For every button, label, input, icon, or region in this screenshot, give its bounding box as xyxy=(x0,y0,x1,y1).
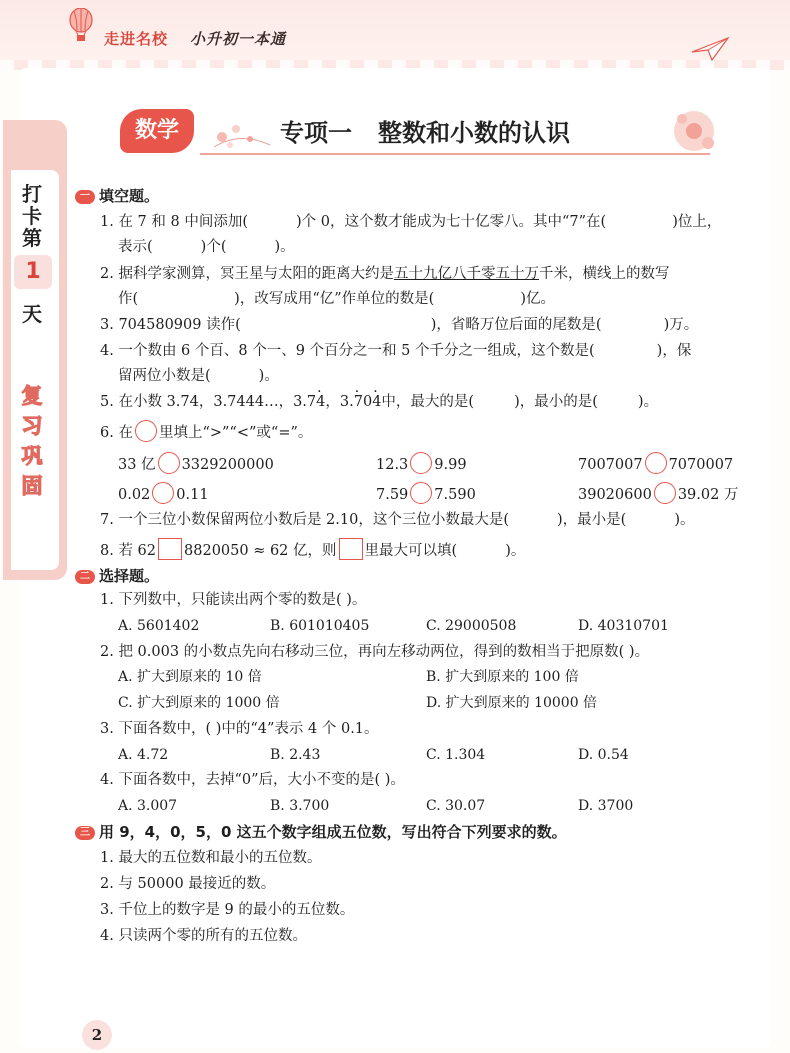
answer-circle[interactable] xyxy=(152,482,174,504)
page-number: 2 xyxy=(82,1020,112,1050)
underlined-text: 五十九亿八千零五十万 xyxy=(393,266,539,282)
answer-circle[interactable] xyxy=(158,452,180,474)
text: 7. 一个三位小数保留两位小数后是 2.10，这个三位小数最大是( xyxy=(100,512,509,528)
section-title: 用 9，4，0，5，0 这五个数字组成五位数，写出符合下列要求的数。 xyxy=(99,823,567,841)
text: )。 xyxy=(274,239,295,255)
compare-item xyxy=(376,452,467,475)
question-line xyxy=(100,212,721,232)
question-line xyxy=(100,341,691,361)
option[interactable]: C. 29000508 xyxy=(426,618,517,634)
text: )。 xyxy=(258,368,279,384)
text: 0.02 xyxy=(118,487,151,503)
text: 8820050 ≈ 62 亿，则 xyxy=(184,543,337,559)
option[interactable]: D. 40310701 xyxy=(578,618,669,634)
option[interactable]: D. 扩大到原来的 10000 倍 xyxy=(426,695,598,711)
question-line xyxy=(100,420,312,443)
text: )。 xyxy=(674,512,695,528)
text: 9.99 xyxy=(434,457,467,473)
option[interactable]: B. 扩大到原来的 100 倍 xyxy=(426,669,579,685)
question-line xyxy=(100,264,669,284)
question-line xyxy=(100,510,695,530)
text: 8. 若 62 xyxy=(100,543,157,559)
hot-air-balloon-icon xyxy=(68,8,94,42)
question-line xyxy=(118,237,295,257)
review-char: 固 xyxy=(21,474,43,498)
sidebar-char: 卡 xyxy=(22,204,42,228)
text: 7.59 xyxy=(376,487,409,503)
section-badge: 一 xyxy=(75,190,95,204)
question-line: 3. 下面各数中，( )中的“4”表示 4 个 0.1。 xyxy=(100,721,379,737)
repeating-digit: · 7 xyxy=(354,394,363,410)
answer-box[interactable] xyxy=(339,538,363,560)
review-char: 巩 xyxy=(21,444,43,468)
text: )，保 xyxy=(656,343,692,359)
question-line xyxy=(100,315,698,335)
answer-circle[interactable] xyxy=(645,452,667,474)
text: )。 xyxy=(505,543,526,559)
text: 39020600 xyxy=(578,487,652,503)
text: )，省略万位后面的尾数是( xyxy=(430,317,602,333)
list-item: 4. 只读两个零的所有的五位数。 xyxy=(100,928,307,944)
review-char: 习 xyxy=(21,414,43,438)
text: 中，最大的是( xyxy=(381,394,475,410)
text: 1. 在 7 和 8 中间添加( xyxy=(100,214,248,230)
text: )位上， xyxy=(672,214,722,230)
text: 7070007 xyxy=(668,457,734,473)
topic-title xyxy=(280,113,570,148)
answer-circle[interactable] xyxy=(410,452,432,474)
text: )万。 xyxy=(663,317,699,333)
question-line xyxy=(100,538,525,561)
question-line xyxy=(118,289,555,309)
text: 33 亿 xyxy=(118,457,156,473)
day-number: 1 xyxy=(14,255,52,289)
review-char: 复 xyxy=(21,384,43,408)
section-heading xyxy=(75,186,159,206)
option[interactable]: C. 扩大到原来的 1000 倍 xyxy=(118,695,280,711)
text: 千米，横线上的数写 xyxy=(538,266,670,282)
option[interactable]: D. 3700 xyxy=(578,798,634,814)
repeating-digit: · 4 xyxy=(316,394,325,410)
list-item: 1. 最大的五位数和最小的五位数。 xyxy=(100,850,322,866)
text: 作( xyxy=(118,291,139,307)
answer-box[interactable] xyxy=(158,538,182,560)
option[interactable]: A. 4.72 xyxy=(118,747,169,763)
text: )个 0，这个数才能成为七十亿零八。其中“7”在( xyxy=(296,214,607,230)
subject-tag: 数学 xyxy=(120,109,194,153)
option[interactable]: A. 3.007 xyxy=(118,798,178,814)
text: 表示( xyxy=(118,239,153,255)
compare-item xyxy=(578,452,733,475)
text: )，最小的是( xyxy=(514,394,598,410)
option[interactable]: B. 2.43 xyxy=(270,747,321,763)
text: 6. 在 xyxy=(100,425,133,441)
text: 3329200000 xyxy=(181,457,274,473)
text: 里最大可以填( xyxy=(364,543,458,559)
compare-item xyxy=(578,482,738,505)
text: 3. 704580909 读作( xyxy=(100,317,241,333)
text: )亿。 xyxy=(520,291,555,307)
option[interactable]: A. 扩大到原来的 10 倍 xyxy=(118,669,262,685)
text: ，3. xyxy=(325,394,354,410)
question-line xyxy=(100,392,658,412)
text: )个( xyxy=(200,239,227,255)
repeating-digit: · 4 xyxy=(372,394,381,410)
text: 7.590 xyxy=(434,487,476,503)
text: 4. 一个数由 6 个百、8 个一、9 个百分之一和 5 个千分之一组成，这个数是( xyxy=(100,343,595,359)
section-title: 选择题。 xyxy=(99,567,160,585)
text: 里填上“>”“<”或“=”。 xyxy=(158,425,313,441)
option[interactable]: B. 3.700 xyxy=(270,798,330,814)
text: 0 xyxy=(362,394,373,410)
day-suffix: 天 xyxy=(22,302,42,326)
option[interactable]: C. 1.304 xyxy=(426,747,486,763)
text: 0.11 xyxy=(176,487,209,503)
question-line: 1. 下列数中，只能读出两个零的数是( )。 xyxy=(100,592,367,608)
flower-corner-icon xyxy=(664,105,720,157)
series-subtitle: 小升初一本通 xyxy=(190,30,287,48)
text: )，改写成用“亿”作单位的数是( xyxy=(234,291,435,307)
question-line: 4. 下面各数中，去掉“0”后，大小不变的是( )。 xyxy=(100,772,405,788)
text: 7007007 xyxy=(578,457,643,473)
section-badge: 二 xyxy=(75,570,95,584)
list-item: 3. 千位上的数字是 9 的最小的五位数。 xyxy=(100,902,355,918)
question-line xyxy=(118,366,279,386)
section-heading xyxy=(75,566,159,586)
option[interactable]: B. 601010405 xyxy=(270,618,370,634)
text: 39.02 万 xyxy=(677,487,739,503)
sidebar-char: 第 xyxy=(22,226,42,250)
text: 2. 据科学家测算，冥王星与太阳的距离大约是 xyxy=(100,266,394,282)
text: )。 xyxy=(637,394,659,410)
sidebar-char: 打 xyxy=(22,182,42,206)
series-title: 走进名校 xyxy=(104,30,169,48)
question-line: 2. 把 0.003 的小数点先向右移动三位，再向左移动两位，得到的数相当于把原数( )。 xyxy=(100,644,650,660)
answer-circle[interactable] xyxy=(135,420,157,442)
text: )，最小是( xyxy=(557,512,627,528)
compare-item xyxy=(118,452,274,475)
compare-item xyxy=(376,482,476,505)
answer-circle[interactable] xyxy=(654,482,676,504)
option[interactable]: A. 5601402 xyxy=(118,618,200,634)
option[interactable]: C. 30.07 xyxy=(426,798,486,814)
option[interactable]: D. 0.54 xyxy=(578,747,629,763)
topic-name: 整数和小数的认识 xyxy=(378,119,570,147)
section-title: 填空题。 xyxy=(99,187,160,205)
compare-item xyxy=(118,482,209,505)
text: 留两位小数是( xyxy=(118,368,211,384)
text: 12.3 xyxy=(376,457,409,473)
text: 5. 在小数 3.74，3.7444…，3.7 xyxy=(100,394,317,410)
title-banner xyxy=(120,105,720,157)
list-item: 2. 与 50000 最接近的数。 xyxy=(100,876,276,892)
section-badge: 三 xyxy=(75,826,95,840)
paper-plane-icon xyxy=(690,34,730,62)
section-heading xyxy=(75,822,567,842)
topic-number: 专项一 xyxy=(280,119,352,147)
answer-circle[interactable] xyxy=(410,482,432,504)
